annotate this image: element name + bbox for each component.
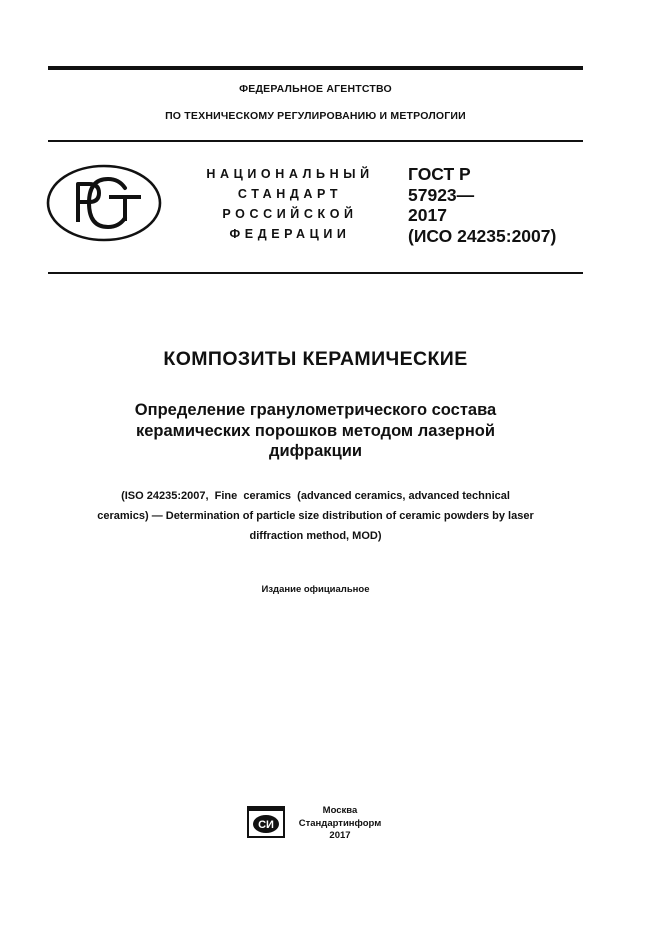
standard-type-line-3: РОССИЙСКОЙ — [222, 207, 358, 221]
rst-logo-outer-ellipse — [48, 166, 160, 240]
rst-logo — [45, 163, 163, 243]
document-subtitle — [48, 400, 583, 462]
top-rule — [48, 66, 583, 70]
subtitle-line-1: Определение гранулометрического состава — [134, 401, 497, 419]
standard-type-line-2: СТАНДАРТ — [237, 187, 343, 201]
header-divider — [48, 140, 583, 142]
publisher-info — [290, 805, 390, 843]
designation-line-3: 2017 — [408, 205, 447, 225]
standard-type-line-1: НАЦИОНАЛЬНЫЙ — [206, 167, 374, 181]
standard-type-line-4: ФЕДЕРАЦИИ — [229, 227, 351, 241]
designation-divider — [48, 272, 583, 274]
international-line-3: diffraction method, MOD) — [249, 530, 382, 542]
rst-logo-letter-t — [111, 197, 139, 219]
agency-line-1: ФЕДЕРАЛЬНОЕ АГЕНТСТВО — [239, 83, 392, 95]
international-line-2: ceramics) — Determination of particle size distribution of ceramic powders by laser — [97, 510, 534, 522]
designation-line-4: (ИСО 24235:2007) — [408, 225, 557, 246]
standard-designation — [408, 164, 583, 246]
designation-line-1: ГОСТ Р — [408, 164, 471, 184]
subtitle-line-3: дифракции — [269, 442, 362, 460]
publisher-city: Москва — [322, 805, 358, 816]
publisher-year: 2017 — [329, 830, 351, 841]
international-line-1: (ISO 24235:2007, Fine ceramics (advanced ceramics, advanced technical — [121, 490, 510, 502]
edition-note: Издание официальное — [261, 584, 370, 595]
publisher-name: Стандартинформ — [298, 817, 382, 829]
international-reference — [30, 486, 601, 546]
standartinform-logo-text: СИ — [258, 819, 274, 831]
standard-type — [190, 164, 390, 244]
agency-line-2: ПО ТЕХНИЧЕСКОМУ РЕГУЛИРОВАНИЮ И МЕТРОЛОГИИ — [165, 110, 466, 122]
designation-line-2: 57923— — [408, 184, 475, 205]
standartinform-logo — [247, 806, 285, 838]
subtitle-line-2: керамических порошков методом лазерной — [135, 421, 496, 440]
document-title: КОМПОЗИТЫ КЕРАМИЧЕСКИЕ — [163, 348, 468, 370]
